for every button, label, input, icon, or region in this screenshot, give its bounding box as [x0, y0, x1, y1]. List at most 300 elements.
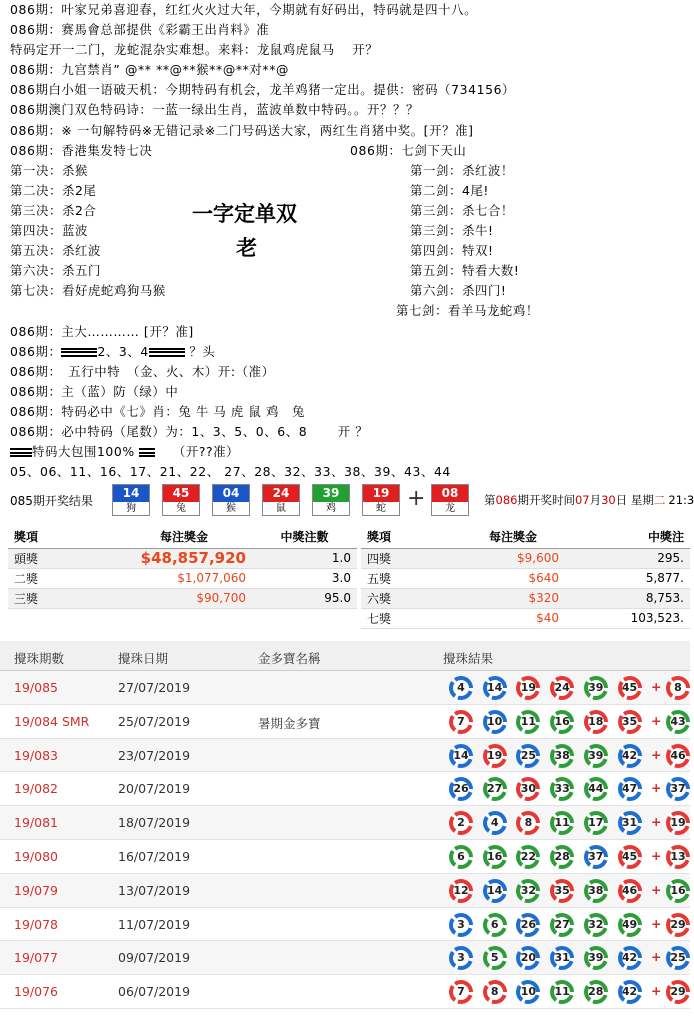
result-ball [449, 744, 473, 768]
result-ball [584, 845, 608, 869]
special-ball [666, 811, 690, 835]
left-item: 第六决：杀五门 [10, 263, 101, 279]
bar-glyph [139, 448, 155, 457]
draw-number-link[interactable]: 19/079 [14, 882, 58, 898]
info-text: 日 星期 [615, 493, 654, 507]
ball-number: 44 [588, 782, 604, 796]
prize-count: 295. [565, 548, 690, 568]
result-ball [516, 676, 540, 700]
ball-number: 26 [520, 917, 537, 931]
ball-number: 4 [453, 680, 469, 696]
right-item: 第七剑：看羊马龙蛇鸡！ [396, 303, 539, 319]
two-column-block [10, 141, 690, 322]
draw-number-link[interactable]: 19/081 [14, 815, 58, 831]
prize-amount: $9,600 [461, 548, 565, 568]
text-line: 086期：必中特码（尾数）为：1、3、5、0、6、8 开 ？ [10, 424, 369, 440]
draw-date: 23/07/2019 [118, 747, 191, 763]
result-ball [483, 676, 507, 700]
result-ball [550, 980, 574, 1004]
ball-number: 39 [588, 748, 604, 762]
table-row [0, 739, 690, 773]
text-line: 086期： 五行中特 （金、火、木）开:（准） [10, 363, 275, 379]
prize-name: 二獎 [8, 568, 116, 588]
special-ball [666, 676, 690, 700]
draw-number-link[interactable]: 19/077 [14, 950, 58, 966]
result-ball [449, 845, 473, 869]
result-ball [516, 777, 540, 801]
result-ball [618, 913, 642, 937]
col-header: 獎項 [361, 526, 461, 548]
prize-table-left [8, 526, 357, 609]
plus-sign: + [651, 814, 662, 830]
info-text: 月 [589, 493, 602, 507]
handwritten-line: 一字定单双 [192, 201, 297, 226]
text-line: 086期：叶家兄弟喜迎春，红红火火过大年，今期就有好码出，特码就是四十八。 [10, 2, 478, 17]
result-ball [516, 913, 540, 937]
result-ball [483, 980, 507, 1004]
draw-date: 25/07/2019 [118, 713, 191, 729]
ball-number: 10 [520, 985, 537, 999]
ball-number: 42 [621, 748, 638, 762]
prize-name: 頭獎 [8, 548, 116, 568]
prize-name: 三獎 [8, 588, 116, 608]
draw-number-link[interactable]: 19/080 [14, 848, 58, 864]
ball-number: 28 [554, 849, 570, 863]
col-header: 金多寶名稱 [258, 651, 321, 666]
draw-history-table [0, 641, 690, 1009]
ball-number: 26 [453, 782, 469, 796]
ball-number: 2 [453, 815, 469, 831]
ball-number: 45 [621, 681, 638, 694]
prize-row [8, 588, 357, 608]
result-ball [550, 777, 574, 801]
info-text: 第 [484, 493, 496, 507]
prize-row [8, 548, 357, 568]
draw-ball-zodiac: 狗 [126, 503, 136, 514]
draw-ball-number: 08 [432, 485, 468, 502]
result-ball [449, 811, 473, 835]
col-header: 每注獎金 [116, 526, 252, 548]
ball-number: 6 [453, 849, 469, 865]
prize-name: 四獎 [361, 548, 461, 568]
ball-number: 3 [453, 950, 469, 966]
left-item: 第五决：杀红波 [10, 243, 101, 259]
prize-name: 六獎 [361, 588, 461, 608]
ball-number: 42 [621, 985, 638, 999]
ball-number: 4 [487, 815, 503, 831]
result-ball [550, 811, 574, 835]
ball-number: 19 [520, 681, 537, 694]
draw-ball-zodiac: 猴 [226, 503, 236, 514]
draw-ball-box [362, 484, 400, 516]
ball-number: 29 [670, 985, 686, 999]
info-issue: 086 [495, 493, 518, 507]
right-item: 第三剑：杀七合！ [410, 202, 514, 218]
ball-number: 24 [554, 681, 570, 694]
ball-number: 8 [487, 984, 503, 1000]
left-item: 第四决：蓝波 [10, 223, 88, 239]
line-suffix: （开??准） [172, 444, 240, 460]
draw-number-link[interactable]: 19/082 [14, 781, 58, 797]
result-ball [449, 777, 473, 801]
result-ball [618, 845, 642, 869]
result-ball [449, 980, 473, 1004]
col-header: 每注獎金 [461, 526, 565, 548]
ball-number: 35 [621, 714, 638, 728]
plus-sign: + [651, 679, 662, 694]
ball-number: 37 [670, 782, 686, 796]
result-ball [449, 710, 473, 734]
text-line: 086期白小姐一语破天机：今期特码有机会，龙羊鸡猪一定出。提供：密码（734156） [10, 82, 516, 98]
draw-ball-box [162, 484, 200, 516]
result-ball [618, 710, 642, 734]
draw-label: 085期开奖结果 [10, 494, 93, 508]
plus-sign: + [407, 486, 426, 511]
result-ball [584, 710, 608, 734]
table-row [0, 908, 690, 942]
col-header: 攪珠結果 [443, 651, 494, 666]
line-suffix: ？头 [189, 343, 216, 359]
special-ball [666, 980, 690, 1004]
info-time: 21:3 [668, 493, 694, 507]
line-prefix: 086期： [10, 343, 62, 359]
draw-ball-number: 45 [163, 485, 199, 502]
text-line [10, 442, 690, 462]
history-rows [0, 671, 690, 1009]
draw-ball-box [112, 484, 150, 516]
ball-number: 35 [554, 883, 570, 897]
ball-number: 7 [453, 984, 469, 1000]
draw-date: 20/07/2019 [118, 781, 191, 797]
result-ball [584, 744, 608, 768]
ball-number: 37 [588, 849, 604, 863]
result-ball [618, 946, 642, 970]
right-item: 第三剑：杀牛! [410, 223, 494, 239]
special-ball [666, 744, 690, 768]
ball-number: 32 [588, 917, 604, 931]
draw-ball-zodiac: 蛇 [376, 503, 386, 514]
ball-number: 17 [588, 816, 604, 830]
col-header: 攪珠期數 [14, 651, 65, 666]
col-header: 中獎注 [565, 526, 690, 548]
ball-number: 16 [487, 849, 503, 863]
forecast-text [10, 0, 690, 482]
ball-number: 8 [520, 815, 536, 831]
left-item: 第二决：杀2尾 [10, 182, 97, 198]
special-ball [666, 845, 690, 869]
prize-amount: $640 [461, 568, 565, 588]
result-ball [516, 980, 540, 1004]
prize-row [361, 568, 690, 588]
ball-number: 47 [621, 782, 638, 796]
prize-name: 七獎 [361, 608, 461, 628]
ball-number: 6 [487, 917, 503, 933]
ball-number: 14 [487, 681, 503, 694]
right-item: 第一剑：杀红波！ [410, 162, 514, 178]
handwritten-line: 老 [236, 235, 257, 260]
result-ball [618, 777, 642, 801]
ball-number: 11 [554, 985, 570, 999]
ball-number: 28 [588, 985, 604, 999]
draw-ball-number: 24 [263, 485, 299, 502]
draw-result-bar [0, 484, 694, 518]
result-ball [584, 913, 608, 937]
ball-number: 32 [520, 883, 537, 897]
result-ball [550, 744, 574, 768]
prize-row [361, 548, 690, 568]
text-line: 086期：主大………… [开？准] [10, 323, 194, 339]
ball-number: 5 [487, 950, 503, 966]
plus-sign: + [651, 983, 662, 999]
special-ball [666, 913, 690, 937]
bar-glyph [10, 448, 32, 457]
result-ball [483, 811, 507, 835]
right-item: 第二剑：4尾! [410, 182, 490, 198]
draw-number-link[interactable]: 19/078 [14, 916, 58, 932]
right-item: 第六剑：杀四门! [410, 283, 507, 299]
table-row [0, 705, 690, 739]
ball-number: 25 [670, 951, 686, 965]
draw-ball-zodiac: 鼠 [276, 503, 286, 514]
right-column-title: 086期：七剑下天山 [350, 142, 467, 158]
draw-date: 18/07/2019 [118, 815, 191, 831]
text-line: 086期：九宫禁肖” @** **@**猴**@**对**@ [10, 62, 289, 78]
ball-number: 38 [588, 883, 604, 897]
ball-number: 7 [453, 714, 469, 730]
ball-number: 31 [621, 816, 638, 830]
text-line: 086期：主（蓝）防（绿）中 [10, 383, 179, 399]
result-ball [483, 710, 507, 734]
result-ball [483, 744, 507, 768]
history-header [0, 641, 690, 671]
draw-ball-box [312, 484, 350, 516]
ball-number: 30 [520, 782, 537, 796]
result-ball [584, 980, 608, 1004]
result-ball [449, 946, 473, 970]
draw-ball-zodiac: 兔 [176, 503, 186, 514]
prize-table-right [361, 526, 690, 629]
draw-number-link[interactable]: 19/085 [14, 680, 58, 695]
text-line: 086期：赛馬會总部提供《彩霸王出肖料》准 [10, 22, 270, 38]
ball-number: 19 [487, 748, 503, 762]
result-ball [516, 744, 540, 768]
draw-ball-zodiac: 鸡 [326, 503, 336, 514]
ball-number: 39 [588, 681, 604, 694]
ball-number: 46 [621, 883, 638, 897]
text-line [10, 342, 690, 362]
ball-number: 45 [621, 849, 638, 863]
ball-number: 22 [520, 849, 537, 863]
left-item: 第七决：看好虎蛇鸡狗马猴 [10, 283, 166, 299]
col-header: 中獎注數 [252, 526, 357, 548]
result-ball [516, 811, 540, 835]
left-item: 第一决：杀猴 [10, 162, 88, 178]
table-row [0, 806, 690, 840]
table-row [0, 975, 690, 1009]
text-line: 086期澳门双色特码诗：一蓝一绿出生肖，蓝波单数中特码。。开？？？ [10, 102, 419, 118]
text-line: 特码定开一二门，龙蛇混杂实难想。来料：龙鼠鸡虎鼠马 开？ [10, 42, 379, 58]
result-ball [516, 845, 540, 869]
ball-number: 10 [487, 714, 503, 728]
result-ball [550, 879, 574, 903]
draw-ball-number: 04 [213, 485, 249, 502]
ball-number: 38 [554, 748, 570, 762]
line-mid: 特码大包围100% [32, 444, 135, 460]
result-ball [550, 913, 574, 937]
result-ball [584, 676, 608, 700]
result-ball [516, 946, 540, 970]
draw-date: 06/07/2019 [118, 984, 191, 1000]
draw-date: 09/07/2019 [118, 950, 191, 966]
next-draw-info [484, 492, 694, 508]
draw-ball-number: 39 [313, 485, 349, 502]
right-column [350, 141, 539, 322]
result-ball [516, 879, 540, 903]
result-ball [449, 879, 473, 903]
left-item: 第三决：杀2合 [10, 202, 97, 218]
plus-sign: + [651, 746, 662, 762]
table-row [0, 941, 690, 975]
draw-ball-zodiac: 龙 [445, 503, 455, 514]
ball-number: 14 [487, 883, 503, 897]
ball-number: 14 [453, 748, 469, 762]
plus-sign: + [651, 847, 662, 863]
plus-sign: + [651, 780, 662, 796]
result-ball [550, 710, 574, 734]
ball-number: 16 [554, 714, 570, 728]
prize-row [8, 568, 357, 588]
prize-count: 1.0 [252, 548, 357, 568]
special-ball [666, 946, 690, 970]
left-column-title: 086期：香港集发特七决 [10, 142, 153, 158]
ball-number: 42 [621, 951, 638, 965]
plus-sign: + [651, 881, 662, 897]
draw-date: 27/07/2019 [118, 680, 191, 695]
left-column [10, 141, 166, 302]
prize-count: 95.0 [252, 588, 357, 608]
ball-number: 8 [670, 680, 686, 696]
text-line: 086期：※ 一句解特码※无错记录※二门号码送大家，两红生肖猪中奖。[开？准] [10, 122, 474, 138]
ball-number: 3 [453, 917, 469, 933]
ball-number: 16 [670, 883, 686, 897]
draw-date: 11/07/2019 [118, 916, 191, 932]
prize-amount: $90,700 [116, 588, 252, 608]
prize-count: 3.0 [252, 568, 357, 588]
ball-number: 20 [520, 951, 537, 965]
draw-ball-box [212, 484, 250, 516]
result-ball [483, 946, 507, 970]
special-ball [666, 710, 690, 734]
text-line: 086期：特码必中《七》肖：兔 牛 马 虎 鼠 鸡 兔 [10, 404, 305, 420]
ball-number: 49 [621, 917, 638, 931]
ball-number: 11 [554, 816, 570, 830]
ball-number: 29 [670, 917, 686, 931]
ball-number: 12 [453, 883, 469, 897]
result-ball [584, 879, 608, 903]
table-row [0, 671, 690, 705]
prize-row [361, 608, 690, 628]
result-ball [618, 676, 642, 700]
info-text: 期开奖时间 [517, 493, 575, 507]
special-ball [666, 777, 690, 801]
ball-number: 43 [670, 714, 686, 728]
bar-glyph [61, 348, 97, 357]
ball-number: 27 [487, 782, 503, 796]
prize-amount: $48,857,920 [116, 548, 252, 568]
draw-number-link[interactable]: 19/084 SMR [14, 713, 90, 729]
result-ball [618, 744, 642, 768]
ball-number: 13 [670, 849, 686, 863]
table-row [0, 772, 690, 806]
ball-number: 31 [554, 951, 570, 965]
result-ball [449, 913, 473, 937]
result-ball [516, 710, 540, 734]
plus-sign: + [651, 915, 662, 931]
result-ball [584, 811, 608, 835]
special-ball [666, 879, 690, 903]
prize-amount: $1,077,060 [116, 568, 252, 588]
ball-number: 18 [588, 714, 604, 728]
prize-name: 五獎 [361, 568, 461, 588]
result-ball [550, 676, 574, 700]
draw-ball-box [431, 484, 469, 516]
ball-number: 19 [670, 816, 686, 830]
draw-ball-number: 19 [363, 485, 399, 502]
draw-number-link[interactable]: 19/083 [14, 747, 58, 763]
draw-date: 13/07/2019 [118, 882, 191, 898]
plus-sign: + [651, 949, 662, 965]
col-header: 攪珠日期 [118, 651, 169, 666]
table-row [0, 840, 690, 874]
bar-glyph [149, 348, 185, 357]
result-ball [584, 777, 608, 801]
ball-number: 46 [670, 748, 686, 762]
result-ball [550, 845, 574, 869]
draw-number-link[interactable]: 19/076 [14, 984, 58, 1000]
text-line: 05、06、11、16、17、21、22、 27、28、32、33、38、39、43、44 [10, 464, 451, 480]
ball-number: 25 [520, 748, 537, 762]
ball-number: 39 [588, 951, 604, 965]
draw-ball-number: 14 [113, 485, 149, 502]
result-ball [483, 845, 507, 869]
draw-date: 16/07/2019 [118, 848, 191, 864]
plus-sign: + [651, 712, 662, 728]
draw-ball-box [262, 484, 300, 516]
result-ball [618, 879, 642, 903]
result-ball [483, 879, 507, 903]
prize-amount: $40 [461, 608, 565, 628]
table-row [0, 874, 690, 908]
result-ball [618, 811, 642, 835]
right-item: 第五剑：特看大数! [410, 263, 520, 279]
info-month: 07 [574, 493, 590, 507]
prize-count: 103,523. [565, 608, 690, 628]
prize-row [361, 588, 690, 608]
result-ball [449, 676, 473, 700]
ball-number: 27 [554, 917, 570, 931]
line-mid: 2、3、4 [97, 343, 149, 359]
ball-number: 33 [554, 782, 570, 796]
result-ball [483, 777, 507, 801]
ball-number: 11 [520, 714, 537, 728]
prize-count: 8,753. [565, 588, 690, 608]
jackpot-name: 暑期金多寶 [258, 715, 321, 731]
result-ball [584, 946, 608, 970]
col-header: 獎項 [8, 526, 116, 548]
result-ball [550, 946, 574, 970]
info-day: 30 [601, 493, 616, 507]
info-week: 二 [653, 493, 666, 507]
